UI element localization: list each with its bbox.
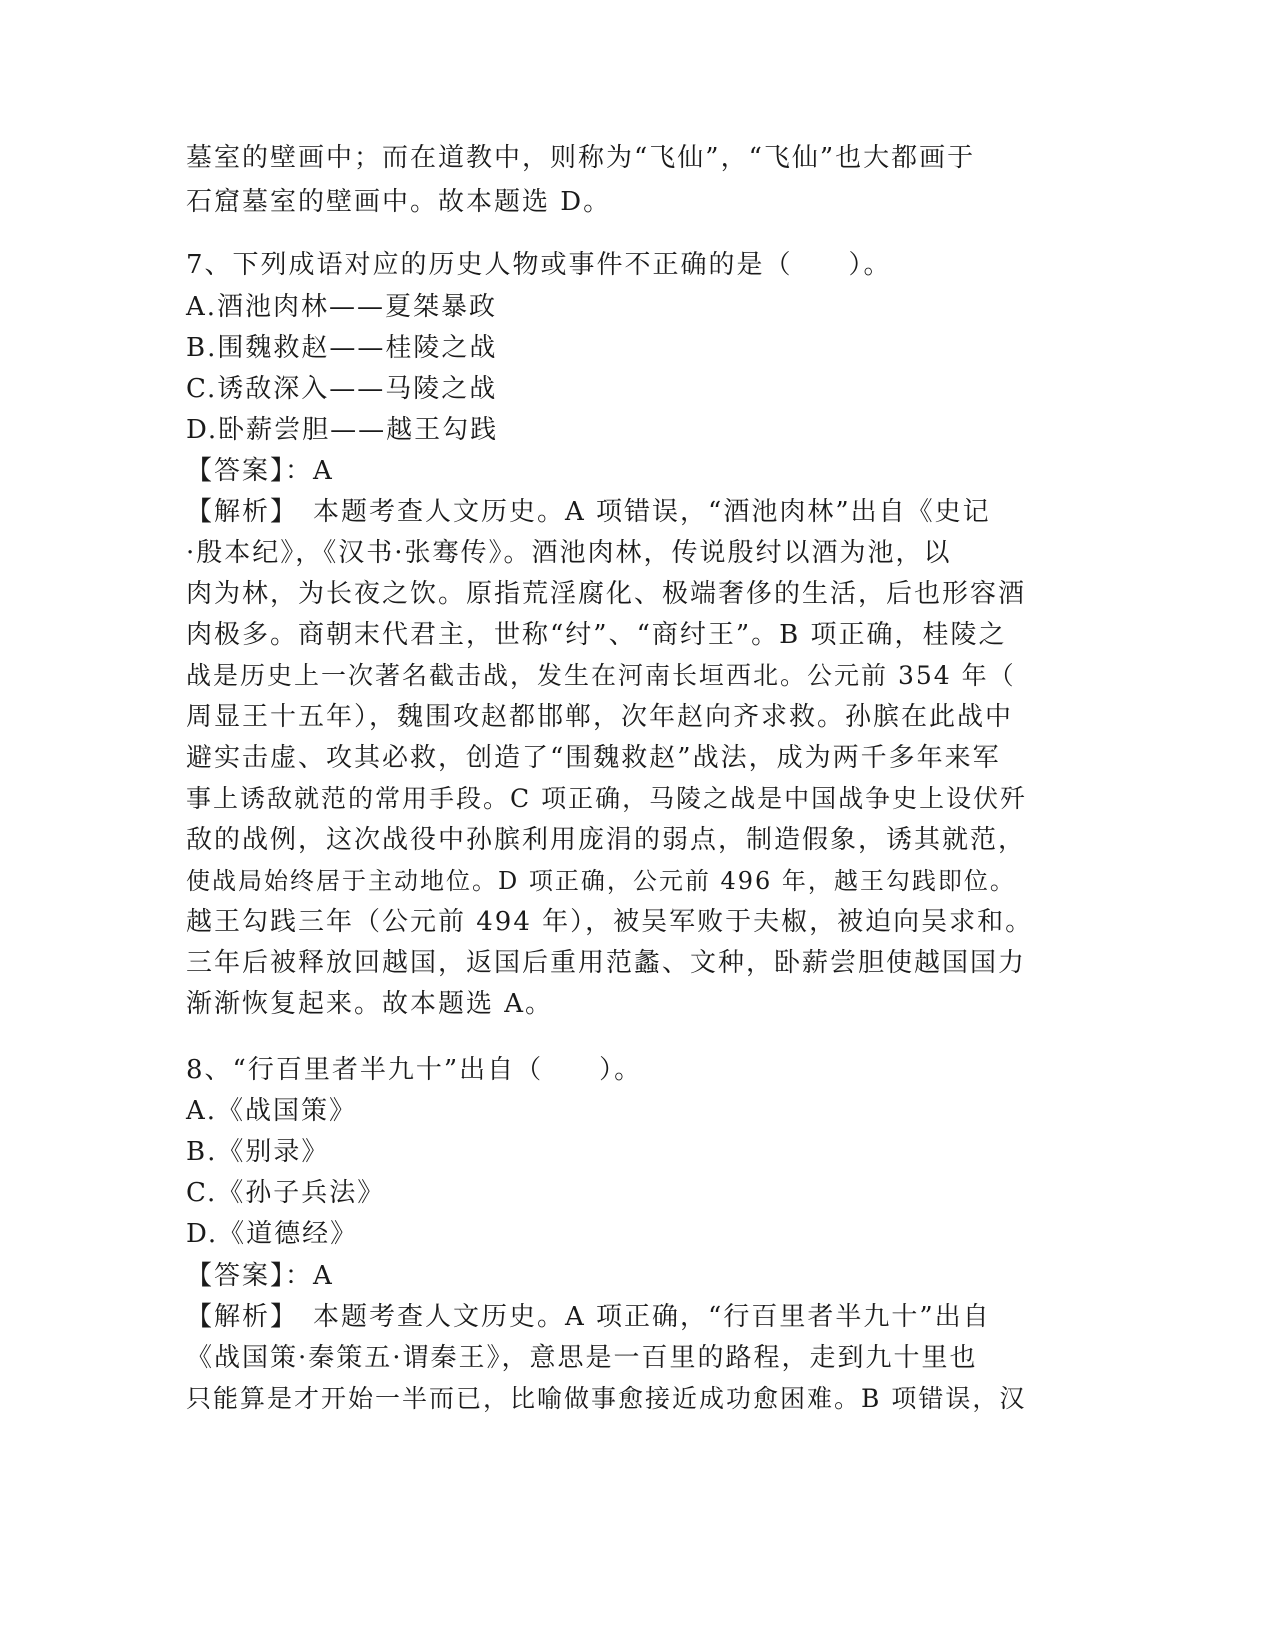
option-c: C.诱敌深入——马陵之战: [186, 374, 498, 404]
option-d: D.《道德经》: [186, 1219, 359, 1249]
option-c: C.《孙子兵法》: [186, 1178, 386, 1208]
option-b: B.围魏救赵——桂陵之战: [186, 333, 498, 363]
question-stem: 7、下列成语对应的历史人物或事件不正确的是（ ）。: [186, 250, 892, 280]
text-line: 敌的战例，这次战役中孙膑利用庞涓的弱点，制造假象，诱其就范，: [186, 825, 1027, 855]
option-a: A.《战国策》: [186, 1096, 358, 1126]
option-a: A.酒池肉林——夏桀暴政: [186, 292, 498, 322]
text-line: 《战国策·秦策五·谓秦王》，意思是一百里的路程，走到九十里也: [186, 1343, 978, 1373]
text-line: 只能算是才开始一半而已，比喻做事愈接近成功愈困难。B 项错误，汉: [186, 1384, 1027, 1413]
answer-line: 【答案】：A: [186, 1261, 334, 1291]
text-line: 越王勾践三年（公元前 494 年），被吴军败于夫椒，被迫向吴求和。: [186, 907, 1034, 937]
text-line: 渐渐恢复起来。故本题选 A。: [186, 989, 554, 1019]
question-stem: 8、“行百里者半九十”出自（ ）。: [186, 1055, 643, 1085]
text-line: 三年后被释放回越国，返国后重用范蠡、文种，卧薪尝胆使越国国力: [186, 948, 1027, 978]
text-line: ·殷本纪》，《汉书·张骞传》。酒池肉林，传说殷纣以酒为池，以: [186, 538, 952, 568]
text-line: 肉极多。商朝末代君主，世称“纣”、“商纣王”。B 项正确，桂陵之: [186, 620, 1007, 650]
answer-line: 【答案】：A: [186, 456, 334, 486]
text-line: 【解析】 本题考查人文历史。A 项正确，“行百里者半九十”出自: [186, 1302, 991, 1332]
text-line: 石窟墓室的壁画中。故本题选 D。: [186, 187, 612, 217]
text-line: 事上诱敌就范的常用手段。C 项正确，马陵之战是中国战争史上设伏歼: [186, 784, 1028, 813]
text-line: 使战局始终居于主动地位。D 项正确，公元前 496 年，越王勾践即位。: [186, 867, 1016, 895]
text-line: 肉为林，为长夜之饮。原指荒淫腐化、极端奢侈的生活，后也形容酒: [186, 579, 1027, 609]
text-line: 【解析】 本题考查人文历史。A 项错误，“酒池肉林”出自《史记: [186, 497, 991, 527]
option-d: D.卧薪尝胆——越王勾践: [186, 415, 499, 445]
option-b: B.《别录》: [186, 1137, 330, 1167]
text-line: 战是历史上一次著名截击战，发生在河南长垣西北。公元前 354 年（: [186, 661, 1016, 690]
text-line: 避实击虚、攻其必救，创造了“围魏救赵”战法，成为两千多年来军: [186, 743, 1001, 773]
text-line: 周显王十五年），魏围攻赵都邯郸，次年赵向齐求救。孙膑在此战中: [186, 702, 1014, 732]
text-line: 墓室的壁画中；而在道教中，则称为“飞仙”，“飞仙”也大都画于: [186, 143, 976, 173]
